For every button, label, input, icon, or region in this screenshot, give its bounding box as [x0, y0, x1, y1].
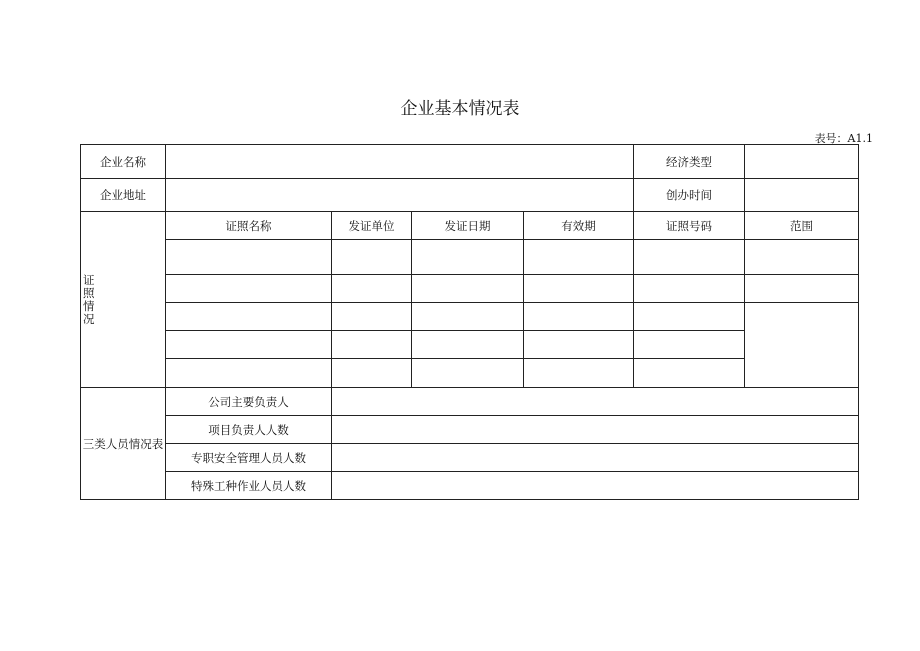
- certificate-cell[interactable]: [166, 275, 332, 303]
- founding-time-field[interactable]: [745, 179, 859, 212]
- staff-row: [81, 416, 859, 444]
- certificate-cell[interactable]: [634, 303, 745, 331]
- certificate-cell[interactable]: [634, 359, 745, 388]
- header-validity-period: 有效期: [524, 212, 634, 240]
- staff-value-safety-managers[interactable]: [332, 444, 859, 472]
- staff-value-principal[interactable]: [332, 388, 859, 416]
- certificate-cell[interactable]: [412, 331, 524, 359]
- certificate-cell[interactable]: [332, 240, 412, 275]
- certificate-cell[interactable]: [634, 331, 745, 359]
- certificate-cell[interactable]: [332, 331, 412, 359]
- certificate-cell[interactable]: [524, 275, 634, 303]
- certificate-cell[interactable]: [166, 303, 332, 331]
- certificate-cell[interactable]: [634, 275, 745, 303]
- economic-type-field[interactable]: [745, 145, 859, 179]
- staff-label-special-workers: 特殊工种作业人员人数: [166, 472, 332, 500]
- certificate-cell[interactable]: [412, 240, 524, 275]
- certificate-cell[interactable]: [332, 359, 412, 388]
- certificate-header-row: [81, 212, 859, 240]
- certificate-cell[interactable]: [332, 275, 412, 303]
- staff-row: [81, 444, 859, 472]
- certificate-row: [81, 240, 859, 275]
- certificate-cell[interactable]: [332, 303, 412, 331]
- row-company-address: [81, 179, 859, 212]
- certificate-cell[interactable]: [166, 359, 332, 388]
- company-name-label: 企业名称: [81, 145, 166, 179]
- economic-type-label: 经济类型: [634, 145, 745, 179]
- staff-row: [81, 388, 859, 416]
- certificate-cell[interactable]: [412, 359, 524, 388]
- certificate-cell[interactable]: [524, 303, 634, 331]
- header-certificate-number: 证照号码: [634, 212, 745, 240]
- header-certificate-name: 证照名称: [166, 212, 332, 240]
- staff-section-label: 三类人员情况表: [81, 388, 166, 500]
- company-info-table: [80, 144, 859, 500]
- certificate-cell[interactable]: [745, 275, 859, 303]
- company-name-field[interactable]: [166, 145, 634, 179]
- certificate-cell[interactable]: [524, 240, 634, 275]
- founding-time-label: 创办时间: [634, 179, 745, 212]
- certificate-cell[interactable]: [166, 331, 332, 359]
- certificate-row: [81, 331, 859, 359]
- staff-label-project-managers: 项目负责人人数: [166, 416, 332, 444]
- certificate-cell[interactable]: [412, 275, 524, 303]
- staff-label-principal: 公司主要负责人: [166, 388, 332, 416]
- header-scope: 范围: [745, 212, 859, 240]
- certificate-cell[interactable]: [524, 331, 634, 359]
- row-company-name: [81, 145, 859, 179]
- certificate-section-label: 证照情况: [81, 212, 166, 388]
- page-title: 企业基本情况表: [400, 99, 520, 119]
- header-issuing-authority: 发证单位: [332, 212, 412, 240]
- staff-value-special-workers[interactable]: [332, 472, 859, 500]
- certificate-row: [81, 359, 859, 388]
- certificate-cell[interactable]: [166, 240, 332, 275]
- certificate-row: [81, 303, 859, 331]
- certificate-scope-merged-cell[interactable]: [745, 303, 859, 388]
- certificate-row: [81, 275, 859, 303]
- company-address-field[interactable]: [166, 179, 634, 212]
- certificate-cell[interactable]: [412, 303, 524, 331]
- certificate-cell[interactable]: [634, 240, 745, 275]
- form-number: 表号：A1.1: [814, 132, 873, 145]
- company-address-label: 企业地址: [81, 179, 166, 212]
- staff-row: [81, 472, 859, 500]
- header-issue-date: 发证日期: [412, 212, 524, 240]
- staff-value-project-managers[interactable]: [332, 416, 859, 444]
- certificate-cell[interactable]: [524, 359, 634, 388]
- certificate-cell[interactable]: [745, 240, 859, 275]
- staff-label-safety-managers: 专职安全管理人员人数: [166, 444, 332, 472]
